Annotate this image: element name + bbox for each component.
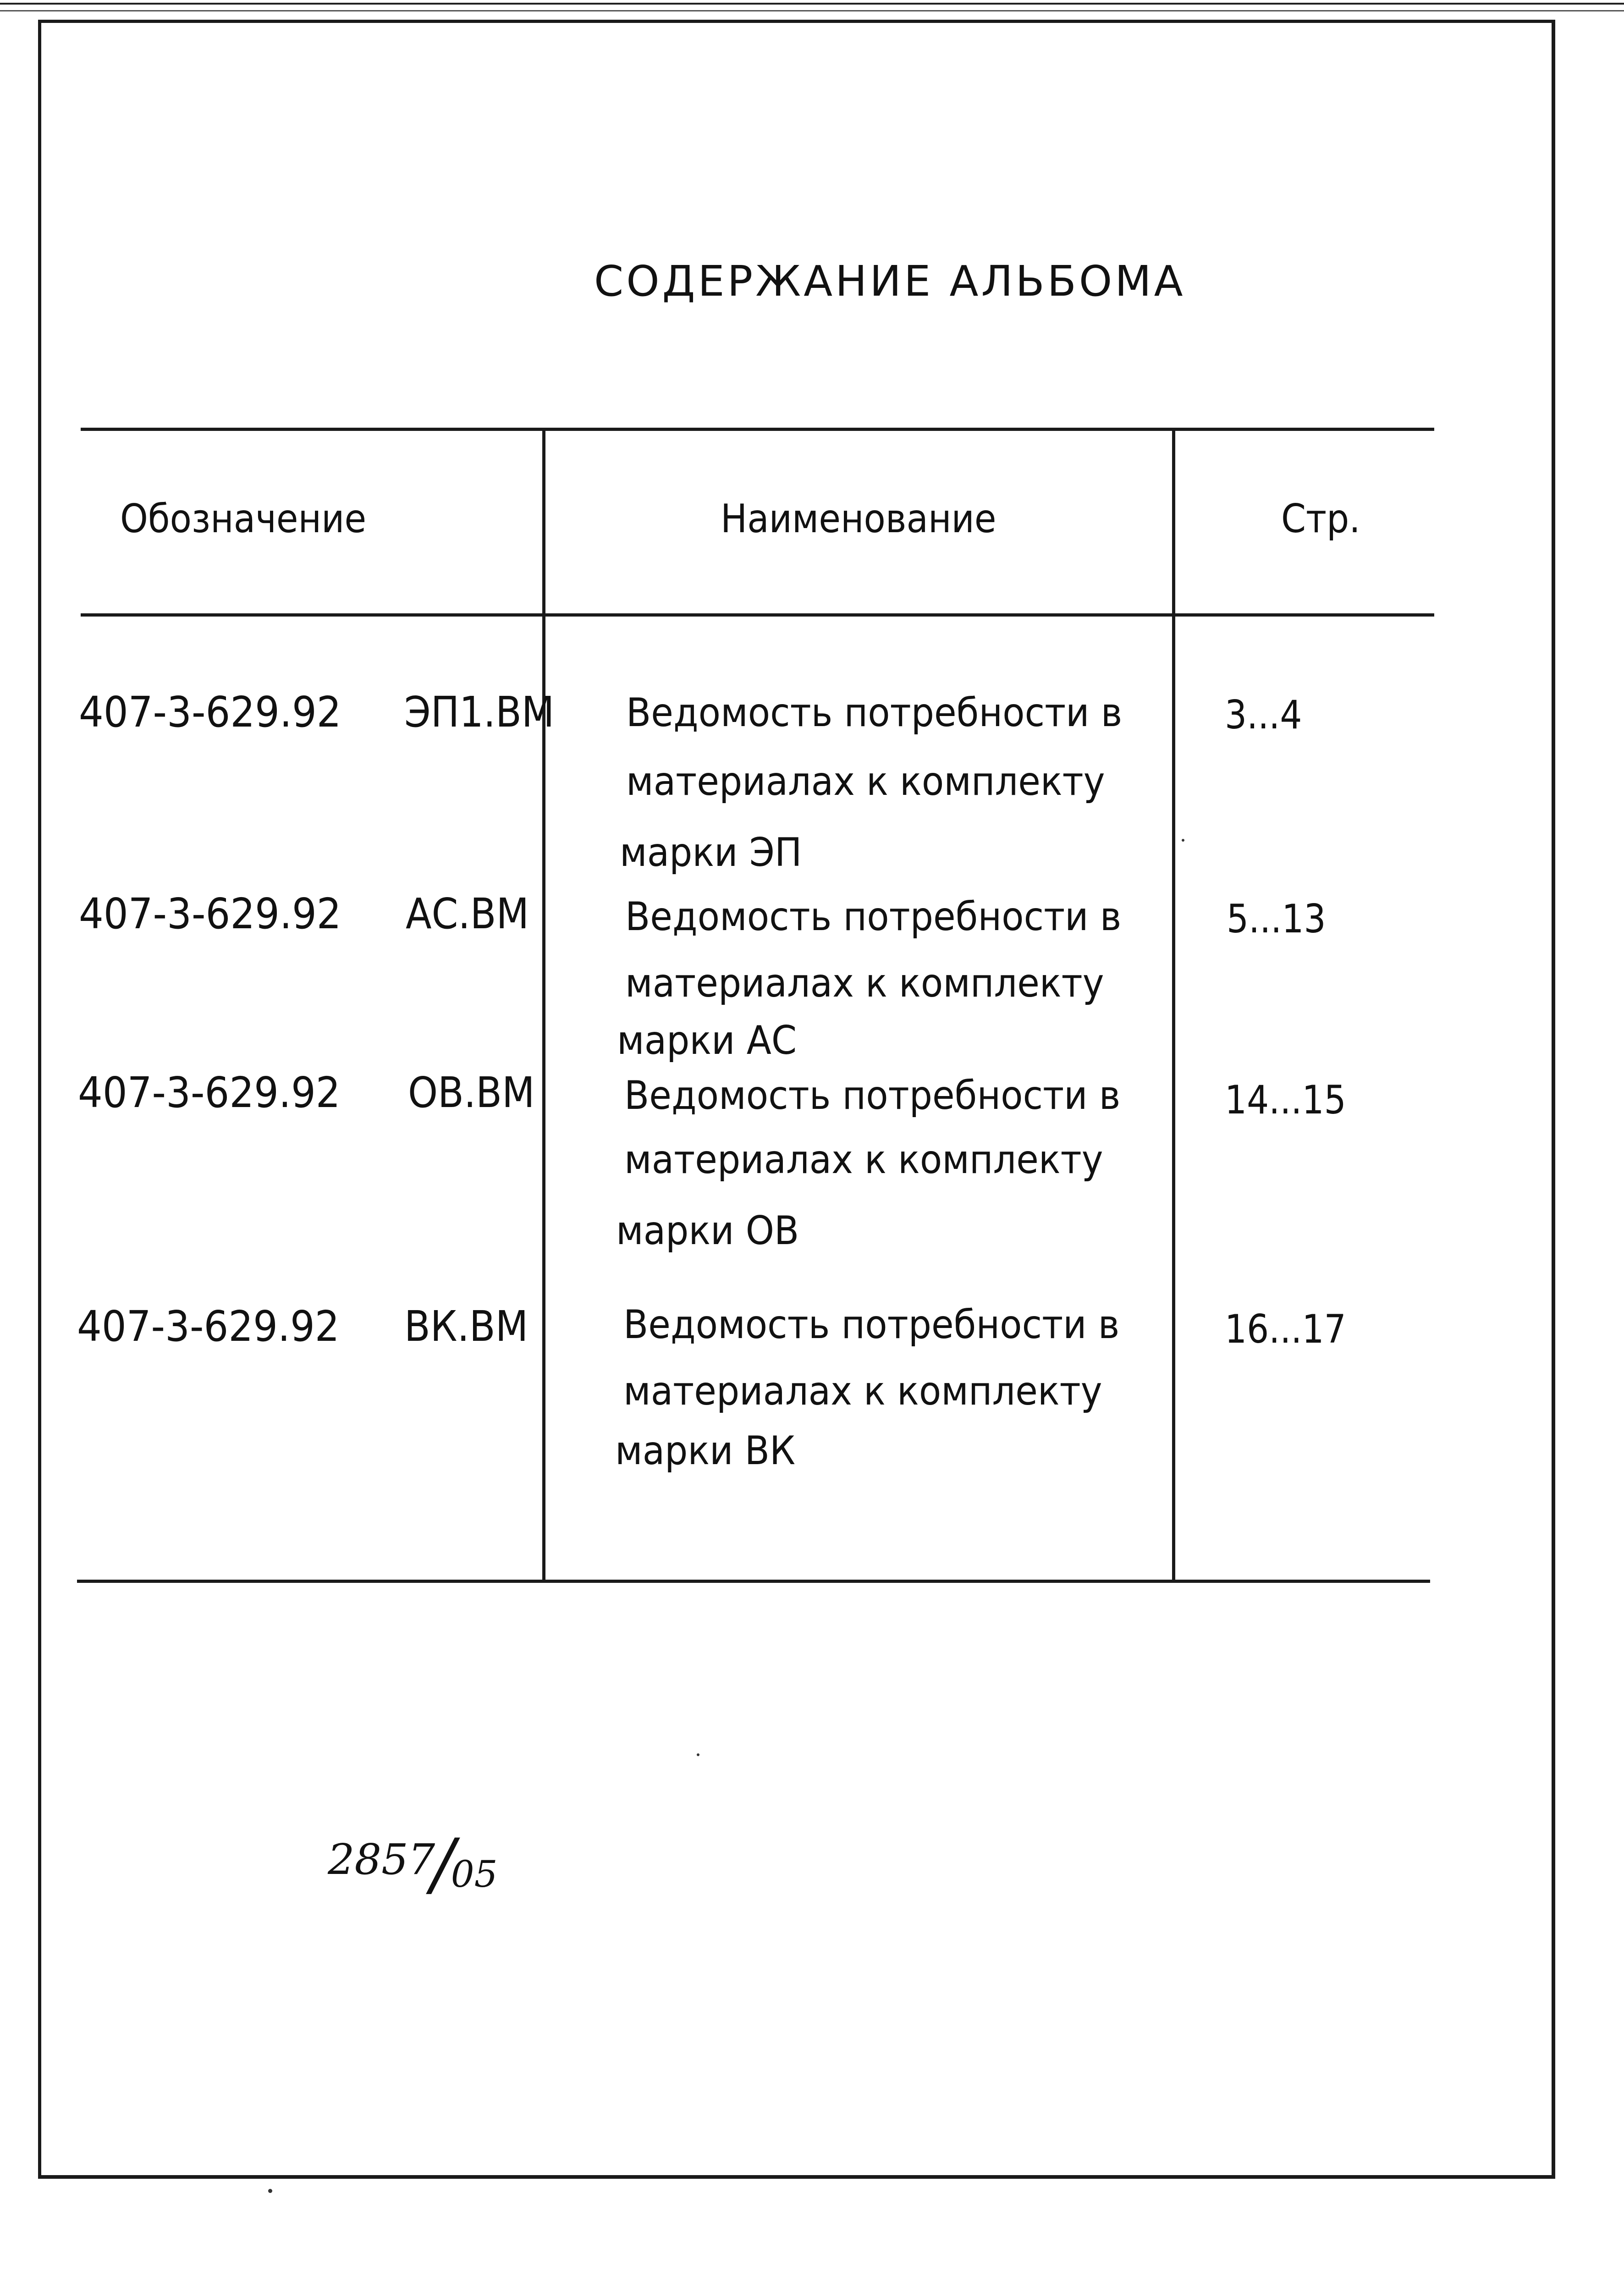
scan-top-edge xyxy=(0,3,1624,5)
table-row-name-line: марки ВК xyxy=(615,1428,796,1474)
table-top-rule xyxy=(81,428,1434,431)
scan-top-edge-secondary xyxy=(0,10,1624,11)
table-row-name-line: Ведомость потребности в xyxy=(625,894,1122,940)
inventory-number xyxy=(328,1824,497,1904)
table-row-mark: ВК.ВМ xyxy=(404,1302,528,1351)
scan-speck xyxy=(268,2189,272,2193)
table-row-name-line: марки ОВ xyxy=(616,1208,799,1254)
table-row-name-line: материалах к комплекту xyxy=(626,759,1105,804)
page-title: СОДЕРЖАНИЕ АЛЬБОМА xyxy=(594,257,1186,306)
table-row-pages: 5...13 xyxy=(1227,896,1326,942)
table-row-pages: 14...15 xyxy=(1225,1077,1346,1123)
table-row-name-line: материалах к комплекту xyxy=(623,1368,1102,1414)
inventory-number-sub: 05 xyxy=(451,1853,498,1895)
table-row-mark: АС.ВМ xyxy=(406,889,529,938)
table-row-code: 407-3-629.92 xyxy=(77,1302,340,1351)
header-name: Наименование xyxy=(721,496,996,542)
column-divider-1 xyxy=(542,428,545,1581)
table-row-pages: 3...4 xyxy=(1225,692,1302,738)
header-pages: Стр. xyxy=(1281,496,1360,542)
table-row-name-line: Ведомость потребности в xyxy=(624,1073,1121,1118)
table-row-name-line: материалах к комплекту xyxy=(625,960,1104,1006)
table-row-name-line: марки ЭП xyxy=(620,830,802,876)
table-row-name-line: марки АС xyxy=(617,1018,797,1063)
table-header-rule xyxy=(81,613,1434,617)
table-row-pages: 16...17 xyxy=(1225,1306,1346,1352)
inventory-number-slash: / xyxy=(431,1824,455,1904)
table-bottom-rule xyxy=(77,1580,1430,1583)
table-row-mark: ЭП1.ВМ xyxy=(404,688,555,737)
table-row-code: 407-3-629.92 xyxy=(78,1068,341,1117)
inventory-number-main: 2857 xyxy=(328,1835,435,1884)
table-row-name-line: Ведомость потребности в xyxy=(626,690,1123,736)
column-divider-2 xyxy=(1172,428,1175,1581)
table-row-mark: ОВ.ВМ xyxy=(408,1068,535,1117)
scan-speck xyxy=(1182,839,1184,842)
table-row-name-line: материалах к комплекту xyxy=(624,1137,1103,1183)
table-row-name-line: Ведомость потребности в xyxy=(623,1302,1120,1348)
header-designation: Обозначение xyxy=(120,496,367,542)
table-row-code: 407-3-629.92 xyxy=(79,889,341,938)
table-row-code: 407-3-629.92 xyxy=(79,688,341,737)
scan-speck xyxy=(697,1753,699,1756)
